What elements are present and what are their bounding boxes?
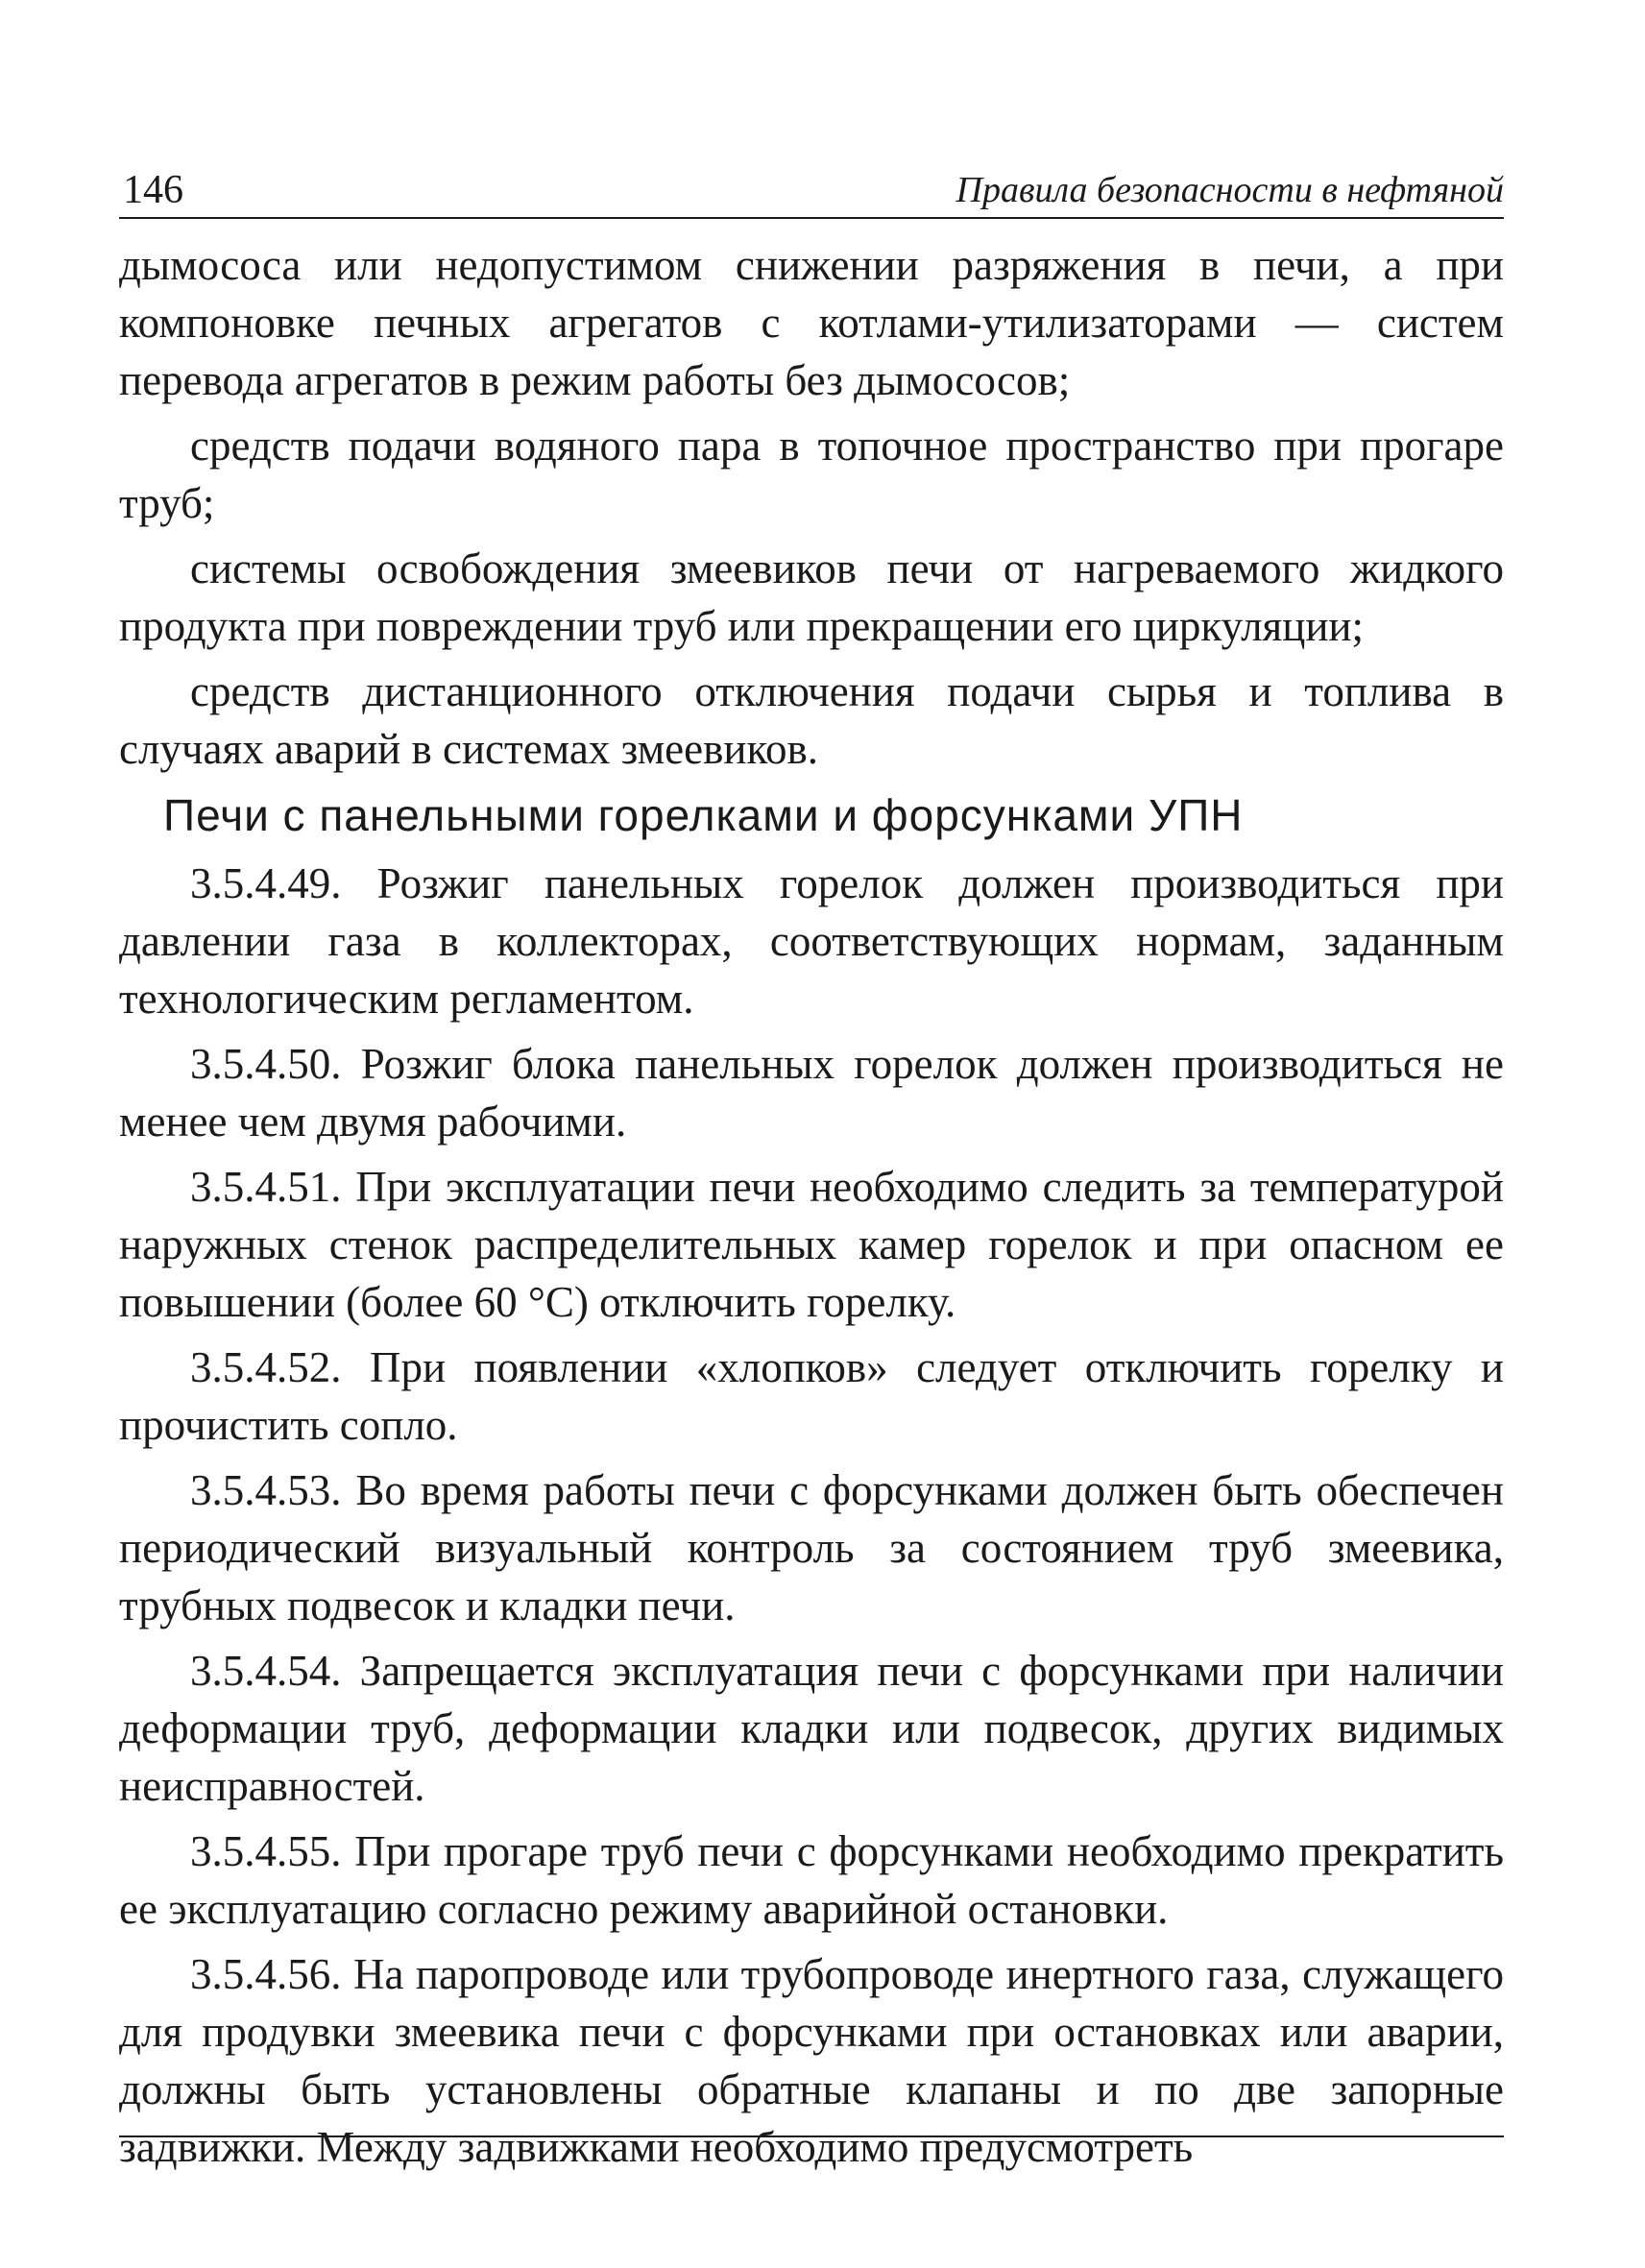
- clause-3-5-4-52: 3.5.4.52. При появлении «хлопков» следует отключить горелку и прочистить сопло.: [119, 1343, 1504, 1449]
- clause-3-5-4-50: 3.5.4.50. Розжиг блока панельных горелок должен производиться не менее чем двумя рабочими.: [119, 1040, 1504, 1146]
- paragraph-continued: дымососа или недопустимом снижении разряжения в печи, а при компоновке печных агрегатов с котлами-утилизаторами — систем перевода агрегатов в режим работы без дымососов;: [119, 241, 1504, 404]
- running-title: Правила безопасности в нефтяной: [956, 170, 1504, 210]
- paragraph-coil-release: системы освобождения змеевиков печи от нагреваемого жидкого продукта при повреждении труб или прекращении его циркуляции;: [119, 544, 1504, 650]
- clause-3-5-4-53: 3.5.4.53. Во время работы печи с форсунками должен быть обеспечен периодический визуальный контроль за состоянием труб змеевика, трубных подвесок и кладки печи.: [119, 1466, 1504, 1629]
- paragraph-remote-shutoff: средств дистанционного отключения подачи сырья и топлива в случаях аварий в системах змеевиков.: [119, 667, 1504, 773]
- clause-3-5-4-55: 3.5.4.55. При прогаре труб печи с форсунками необходимо прекратить ее эксплуатацию согласно режиму аварийной остановки.: [119, 1827, 1504, 1933]
- clause-3-5-4-56: 3.5.4.56. На паропроводе или трубопроводе инертного газа, служащего для продувки змеевика печи с форсунками при остановках или аварии, должны быть установлены обратные клапаны и по две запорные задвижки. Между задвижками необходимо предусмотреть: [119, 1950, 1504, 2171]
- page-number: 146: [123, 168, 183, 212]
- clause-3-5-4-51: 3.5.4.51. При эксплуатации печи необходимо следить за температурой наружных стенок распределительных камер горелок и при опасном ее повышении (более 60 °С) отключить горелку.: [119, 1163, 1504, 1326]
- body-text: [119, 236, 1504, 2184]
- footer-rule: [119, 2135, 1504, 2137]
- clause-3-5-4-54: 3.5.4.54. Запрещается эксплуатация печи с форсунками при наличии деформации труб, деформации кладки или подвесок, других видимых неисправностей.: [119, 1647, 1504, 1810]
- running-header: [119, 163, 1504, 219]
- paragraph-steam-supply: средств подачи водяного пара в топочное пространство при прогаре труб;: [119, 422, 1504, 527]
- section-heading: Печи с панельными горелками и форсунками УПН: [163, 790, 1244, 840]
- clause-3-5-4-49: 3.5.4.49. Розжиг панельных горелок должен производиться при давлении газа в коллекторах, соответствующих нормам, заданным технологическим регламентом.: [119, 859, 1504, 1023]
